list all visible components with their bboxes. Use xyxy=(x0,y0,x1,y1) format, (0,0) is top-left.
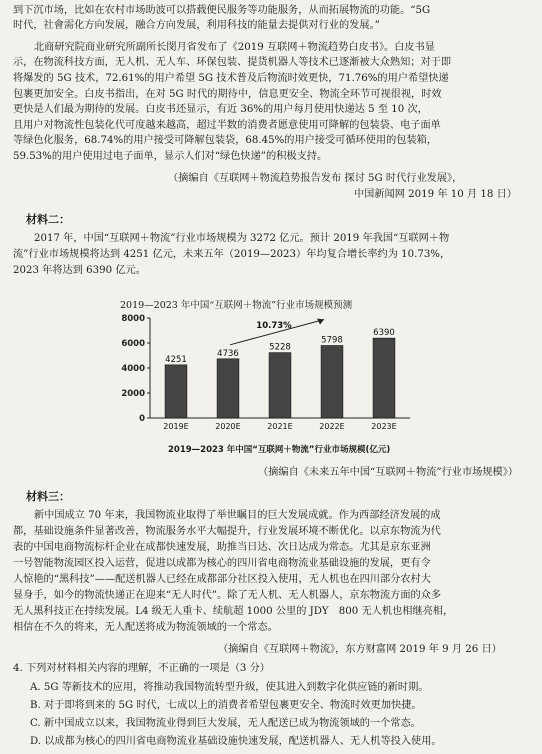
para1-line: 到下沉市场，比如在农村市场助波可以搭载便民服务等功能服务，从而拓展物流的功能。“5G xyxy=(13,5,431,16)
bar-value-label: 5798 xyxy=(321,335,343,346)
x-tick-label: 2023E xyxy=(371,422,397,431)
para2-line: 将爆发的 5G 技术，72.61%的用户希望 5G 技术普及后物流时效更快，71.76%的用户希望快递 xyxy=(13,73,449,84)
x-tick-label: 2019E xyxy=(163,422,189,431)
source-citation: （摘编自《互联网＋物流趋势报告发布 探讨 5G 时代行业发展》， xyxy=(168,173,463,184)
question-option-b[interactable]: B. 对于即将到来的 5G 时代，七成以上的消费者希望包裹更安全、物流时效更加快捷。 xyxy=(30,700,422,711)
bar-value-label: 4251 xyxy=(165,354,187,365)
para4-line: 表的中国电商物流标杆企业在成都快速发展，助推当日达、次日达成为常态。尤其是京东亚洲 xyxy=(13,542,431,553)
question-option-c[interactable]: C. 新中国成立以来，我国物流业得到巨大发展，无人配送已成为物流领域的一个常态。 xyxy=(30,718,421,729)
source-citation: 中国新闻网 2019 年 10 月 18 日） xyxy=(354,189,517,200)
bar xyxy=(321,346,343,418)
x-tick-label: 2022E xyxy=(319,422,345,431)
x-tick-label: 2020E xyxy=(215,422,241,431)
para2-line: 更快是人们最为期待的发展。白皮书还显示，有近 36%的用户每月使用快递达 5 至 10 次， xyxy=(13,104,428,115)
growth-rate-label: 10.73% xyxy=(256,321,292,332)
para4-line: 人惊艳的“黑科技”——配送机器人已经在成都部分社区投入使用，无人机也在四川部分农村大 xyxy=(13,574,431,585)
y-tick-label: 0 xyxy=(139,414,145,424)
para4-line: 新中国成立 70 年来，我国物流业取得了举世瞩目的巨大发展成就。作为西部经济发展的成 xyxy=(34,510,441,521)
bar-value-label: 6390 xyxy=(373,328,395,339)
question-option-a[interactable]: A. 5G 等新技术的应用，将推动我国物流转型升级，使其进入到数字化供应链的新时期。 xyxy=(30,682,429,693)
para3-line: 2017 年，中国“互联网＋物流”行业市场规模为 3272 亿元。预计 2019 年我国“互联网＋物 xyxy=(34,233,450,244)
x-tick-label: 2021E xyxy=(267,422,293,431)
y-tick-label: 6000 xyxy=(121,339,145,349)
question-option-d[interactable]: D. 以成都为核心的四川省电商物流业基础设施快速发展，配送机器人、无人机等投入使用。 xyxy=(30,736,442,747)
para4-line: 相信在不久的将来，无人配送将成为物流领域的一个常态。 xyxy=(13,622,278,633)
bar xyxy=(165,365,187,418)
chart-title: 2019—2023 年中国“互联网＋物流”行业市场规模预测 xyxy=(120,300,353,311)
para2-line: 59.53%的用户使用过电子面单，显示人们对“绿色快递”的积极支持。 xyxy=(13,151,328,162)
para3-line: 流”行业市场规模将达到 4251 亿元，未来五年（2019—2023）年均复合增长率约为 10.73%， xyxy=(13,249,451,260)
y-tick-label: 4000 xyxy=(121,364,145,374)
source-citation: （摘编自《互联网＋物流》，东方财富网 2019 年 9 月 26 日） xyxy=(218,644,502,655)
para2-line: 且用户对物流性包装化代可度越来越高，超过半数的消费者愿意使用可降解的包装袋、电子面单 xyxy=(13,120,441,131)
para4-line: 一号智能物流园区投入运营，促进以成都为核心的四川省电商物流业基础设施的发展，更有令 xyxy=(13,558,431,569)
bar-value-label: 4736 xyxy=(217,348,239,359)
material-3-title: 材料三： xyxy=(26,490,70,503)
bar xyxy=(269,353,291,418)
para3-line: 2023 年将达到 6390 亿元。 xyxy=(13,265,146,276)
source-citation: （摘编自《未来五年中国“互联网＋物流”行业市场规模》） xyxy=(258,467,519,478)
question-stem: 4. 下列对材料相关内容的理解，不正确的一项是（3 分） xyxy=(13,663,270,674)
para2-line: 包裹更加安全。白皮书指出，在对 5G 时代的期待中，信息更安全、物流全环节可视很视，时效 xyxy=(13,89,442,100)
bar-value-label: 5228 xyxy=(269,342,291,353)
para4-line: 无人黑科技正在持续发展。L4 级无人重卡、续航超 1000 公里的 JDY 800 无人机也相继亮相， xyxy=(13,606,454,617)
para2-line: 等绿色化服务，68.74%的用户接受可降解包装袋，68.45%的用户接受可循环使用的包装箱， xyxy=(13,135,438,146)
material-2-title: 材料二： xyxy=(26,213,70,226)
para2-line: 北商研究院商业研究所副所长閔月省发布了《2019 互联网＋物流趋势白皮书》。白皮书显 xyxy=(34,42,435,53)
bar xyxy=(373,338,395,418)
bar-chart xyxy=(100,310,420,450)
para4-line: 显身手，如今的物流快递正在迎来“无人时代”。除了无人机、无人机器人，京东物流方面的众多 xyxy=(13,590,442,601)
y-tick-label: 2000 xyxy=(121,389,145,399)
bar xyxy=(217,359,239,418)
y-tick-label: 8000 xyxy=(121,314,145,324)
chart-legend: 2019—2023 年中国“互联网＋物流”行业市场规模(亿元) xyxy=(168,445,391,455)
para1-line: 时代，社會需化方向发展，融合方向发展，利用科技的能量去提供对行业的发展。” xyxy=(13,20,380,31)
para4-line: 都，基础设施条件显著改善，物流服务水平大幅提升，行业发展环境不断优化。以京东物流为代 xyxy=(13,526,441,537)
para2-line: 示，在物流科技方面，无人机、无人车、环保包装、提货机器人等技术已逐渐被大众熟知；对于即 xyxy=(13,57,452,68)
